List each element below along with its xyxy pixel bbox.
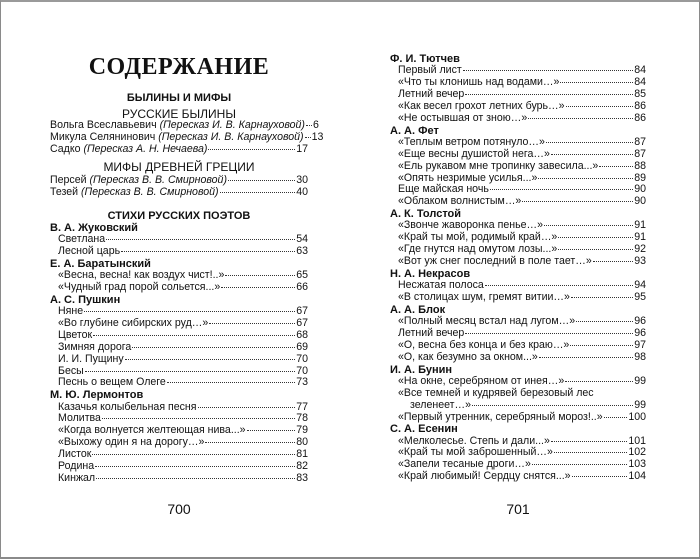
entry-page: 65 [296,269,308,282]
entry-title: «Мелколесье. Степь и дали...» [398,434,550,447]
dot-leader [551,441,627,442]
entry-page: 92 [634,243,646,256]
entry-title: «Запели тесаные дроги…» [398,458,531,471]
toc-entry[interactable] [390,340,646,352]
entry-page: 88 [634,159,646,172]
entry-page: 94 [634,279,646,292]
entry-title: «Опять незримые усилья...» [398,171,538,184]
entry-title: «Что ты клонишь над водами…» [398,76,560,89]
toc-entry[interactable] [390,376,646,388]
entry-page: 13 [311,130,324,143]
entry-title: «Вот уж снег последний в поле тает…» [398,255,592,268]
toc-entry[interactable] [390,101,646,113]
entry-title: Первый лист [398,64,462,77]
entry-title: Казачья колыбельная песня [58,400,197,413]
dot-leader [554,452,627,453]
entry-title: «Звонче жаворонка пенье…» [398,219,543,232]
entry-page: 67 [296,317,308,330]
entry-page: 69 [296,340,308,353]
dot-leader [544,225,633,226]
entry-title: Микула Селянинович [50,130,159,143]
entry-page: 85 [634,87,646,100]
entry-title: «Облаком волнистым…» [398,195,522,208]
author-heading: А. С. Пушкин [50,293,121,306]
dot-leader [539,357,633,358]
entry-title: «Чудный град порой сольется...» [58,281,221,294]
dot-leader [306,125,312,126]
entry-title: «Первый утренник, серебряный мороз!..» [398,410,603,423]
left-page [50,0,324,557]
entry-title: Несжатая полоса [398,279,484,292]
dot-leader [566,106,634,107]
entry-page: 54 [296,233,308,246]
entry-page: 103 [628,458,646,471]
entry-page: 63 [296,245,308,258]
entry-title: «Край ты мой заброшенный…» [398,446,553,459]
entry-title: «Как весел грохот летних бурь…» [398,99,565,112]
author-heading: Н. А. Некрасов [390,267,471,280]
entry-page: 83 [296,471,308,484]
dot-leader [106,239,295,240]
entry-page: 86 [634,111,646,124]
subsection-heading-russkie-byliny: РУССКИЕ БЫЛИНЫ [122,107,236,121]
entry-title: Няне [58,305,84,318]
entry-page: 66 [296,281,308,294]
entry-title: Персей [50,174,90,186]
toc-entry[interactable] [390,137,646,149]
entry-title: «Край ты мой, родимый край…» [398,231,558,244]
dot-leader [93,335,295,336]
entry-title: «Теплым ветром потянуло…» [398,135,545,148]
dot-leader [572,476,628,477]
entry-page: 91 [634,219,646,232]
toc-entry[interactable] [390,113,646,125]
entry-page: 96 [634,315,646,328]
toc-entry[interactable] [50,330,308,342]
entry-title: «Еще весны душистой нега…» [398,147,550,160]
dot-leader [465,94,633,95]
toc-entry[interactable] [50,144,308,156]
entry-note: (Пересказ А. Н. Нечаева) [83,142,208,155]
entry-page: 96 [634,326,646,339]
entry-page: 99 [634,398,646,411]
toc-list-poets-right [390,53,646,483]
author-heading: Ф. И. Тютчев [390,53,460,65]
entry-title: Бесы [58,364,84,377]
entry-page: 84 [634,76,646,89]
subsection-heading-mify-grecii: МИФЫ ДРЕВНЕЙ ГРЕЦИИ [103,160,255,174]
author-heading: Е. А. Баратынский [50,257,151,270]
entry-title: «Полный месяц встал над лугом…» [398,315,576,328]
dot-leader [167,382,295,383]
dot-leader [576,321,633,322]
entry-page: 102 [628,446,646,459]
entry-title: Летний вечер [398,326,465,339]
toc-entry[interactable] [390,412,646,424]
entry-title: Песнь о вещем Олеге [58,376,166,389]
dot-leader [95,466,295,467]
entry-page: 87 [634,147,646,160]
author-heading: В. А. Жуковский [50,222,138,234]
entry-title: «Выхожу один я на дорогу…» [58,436,205,449]
entry-page: 67 [296,305,308,318]
toc-entry[interactable] [50,282,308,294]
dot-leader [522,201,633,202]
entry-page: 93 [634,255,646,268]
toc-entry[interactable] [390,352,646,364]
entry-page: 104 [628,470,646,483]
entry-page: 17 [296,142,308,155]
dot-leader [532,464,627,465]
entry-title: «Когда волнуется желтеющая нива...» [58,424,246,437]
entry-title: Садко [50,142,84,155]
dot-leader [558,237,633,238]
author-heading: С. А. Есенин [390,423,458,436]
dot-leader [599,166,633,167]
entry-title: «На окне, серебряном от инея…» [398,374,565,387]
entry-page: 70 [296,352,308,365]
entry-title: Еще майская ночь [398,183,489,196]
toc-entry[interactable] [390,149,646,161]
dot-leader [228,180,295,181]
entry-page: 79 [296,424,308,437]
entry-title: «В столицах шум, гремят витии…» [398,291,570,303]
dot-leader [485,285,633,286]
dot-leader [220,192,296,193]
entry-page: 90 [634,195,646,208]
entry-page: 97 [634,338,646,351]
entry-page: 40 [296,185,308,198]
page-number: 701 [506,501,530,517]
entry-title: Молитва [58,412,101,425]
dot-leader [546,142,633,143]
author-heading: А. А. Фет [390,124,439,137]
entry-title: «Где гнутся над омутом лозы...» [398,243,558,256]
dot-leader [92,454,295,455]
entry-title: Тезей [50,185,82,198]
entry-page: 84 [634,64,646,77]
toc-entry[interactable] [390,196,646,208]
entry-title: «О, как безумно за окном...» [398,350,538,363]
toc-list-mify [50,175,308,199]
entry-title: Кинжал [58,471,96,484]
author-heading: А. А. Блок [390,303,446,316]
dot-leader [560,82,633,83]
section-heading-stihi: СТИХИ РУССКИХ ПОЭТОВ [107,210,251,222]
dot-leader [463,70,633,71]
dot-leader [571,297,633,298]
author-heading: И. А. Бунин [390,363,453,376]
entry-page: 80 [296,436,308,449]
toc-entry[interactable] [50,342,308,354]
dot-leader [565,381,633,382]
toc-entry-continuation[interactable] [390,400,646,412]
dot-leader [209,323,295,324]
dot-leader [198,407,296,408]
entry-page: 89 [634,171,646,184]
dot-leader [465,333,633,334]
entry-page: 95 [634,291,646,303]
dot-leader [205,442,295,443]
dot-leader [551,154,633,155]
entry-page: 100 [628,410,646,423]
dot-leader [85,371,295,372]
entry-page: 87 [634,135,646,148]
toc-entry[interactable] [390,471,646,483]
entry-page: 78 [296,412,308,425]
entry-note: (Пересказ И. В. Карнауховой) [159,119,305,131]
dot-leader [225,275,295,276]
entry-title: Зимняя дорога [58,340,132,353]
dot-leader [102,418,295,419]
entry-title: «Весна, весна! как воздух чист!..» [58,269,225,282]
dot-leader [528,118,633,119]
entry-page: 81 [296,448,308,461]
dot-leader [558,249,633,250]
toc-entry[interactable] [390,292,646,304]
entry-title-continuation: зеленеет…» [410,398,471,411]
entry-page: 30 [296,174,308,186]
entry-page: 86 [634,99,646,112]
entry-title: Родина [58,460,95,472]
dot-leader [132,347,295,348]
entry-note: (Пересказ И. В. Карнауховой) [158,130,304,143]
entry-note: (Пересказ В. В. Смирновой) [89,174,227,186]
toc-entry[interactable] [50,246,308,258]
entry-page: 101 [628,434,646,447]
toc-entry[interactable] [50,473,308,485]
toc-entry[interactable] [390,256,646,268]
entry-title: Вольга Всеславьевич [50,119,160,131]
dot-leader [570,345,633,346]
entry-title: Цветок [58,328,93,341]
entry-page: 77 [296,400,308,413]
entry-title: «О, весна без конца и без краю…» [398,338,570,351]
dot-leader [96,478,295,479]
toc-entry[interactable] [50,187,308,199]
dot-leader [221,287,295,288]
entry-title: «Все темней и кудрявей березовый лес [398,386,594,399]
dot-leader [208,149,295,150]
entry-page: 90 [634,183,646,196]
entry-title: «Ель рукавом мне тропинку завесила...» [398,159,599,172]
entry-title: Светлана [58,233,106,246]
dot-leader [490,189,633,190]
dot-leader [125,359,296,360]
entry-title: «Не остывшая от зною…» [398,111,528,124]
section-heading-byliny-mify: БЫЛИНЫ И МИФЫ [126,92,232,104]
dot-leader [305,137,311,138]
right-page [390,0,646,557]
entry-page: 6 [312,119,319,131]
toc-list-byliny [50,119,324,156]
dot-leader [604,417,628,418]
entry-title: Летний вечер [398,87,465,100]
page-number: 700 [167,501,191,517]
dot-leader [538,178,633,179]
dot-leader [121,251,295,252]
entry-page: 91 [634,231,646,244]
entry-page: 82 [296,460,308,472]
entry-page: 73 [296,376,308,389]
toc-entry[interactable] [390,388,646,400]
entry-title: Листок [58,448,92,461]
author-heading: М. Ю. Лермонтов [50,389,144,402]
entry-page: 68 [296,328,308,341]
entry-page: 98 [634,350,646,363]
dot-leader [593,261,633,262]
dot-leader [84,311,295,312]
entry-title: «Во глубине сибирских руд…» [58,317,209,330]
entry-title: И. И. Пущину [58,352,124,365]
entry-title: «Край любимый! Сердцу снятся...» [398,470,571,483]
dot-leader [247,430,296,431]
entry-note: (Пересказ В. В. Смирновой) [81,185,219,198]
entry-page: 70 [296,364,308,377]
toc-entry[interactable] [50,354,308,366]
toc-list-poets-left [50,222,308,485]
toc-entry[interactable] [50,377,308,389]
author-heading: А. К. Толстой [390,208,462,221]
toc-entry[interactable] [390,161,646,173]
entry-title: Лесной царь [58,245,121,258]
entry-page: 99 [634,374,646,387]
page-title: СОДЕРЖАНИЕ [88,54,270,80]
dot-leader [472,405,633,406]
